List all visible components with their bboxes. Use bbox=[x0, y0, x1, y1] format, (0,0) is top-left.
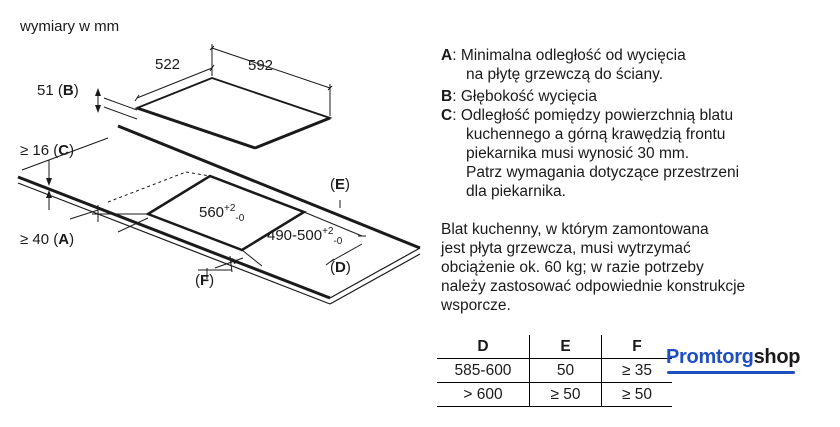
legend-c-line-5: dla piekarnika. bbox=[466, 183, 566, 200]
brand-logo bbox=[666, 346, 800, 369]
table-cell: ≥ 50 bbox=[602, 383, 673, 407]
table-cell: 585-600 bbox=[437, 359, 530, 383]
dim-b-letter: B bbox=[62, 82, 74, 99]
table-row bbox=[437, 383, 672, 407]
note-line-5: wsporcze. bbox=[441, 297, 511, 314]
cutout-depth-label bbox=[267, 226, 342, 247]
note-line-3: obciążenie ok. 60 kg; w razie potrzeby bbox=[441, 259, 704, 276]
dim-e-label: (E) bbox=[330, 176, 351, 193]
units-label: wymiary w mm bbox=[20, 18, 120, 35]
brand-underline bbox=[667, 371, 795, 374]
dim-e-letter: E bbox=[335, 176, 346, 193]
dim-b-label: 51 (B) bbox=[37, 82, 79, 99]
hob-plate bbox=[137, 78, 330, 148]
table-row bbox=[437, 359, 672, 383]
dim-f-letter: F bbox=[200, 272, 210, 289]
table-header-row bbox=[437, 335, 672, 359]
cutout-width-tol-plus: +2 bbox=[224, 203, 236, 214]
table-cell: > 600 bbox=[437, 383, 530, 407]
dim-a-label: ≥ 40 (A) bbox=[20, 231, 75, 248]
dim-a-letter: A bbox=[58, 231, 70, 248]
legend-a-line-1: A: Minimalna odległość od wycięcia bbox=[441, 47, 686, 64]
legend-c-line-4: Patrz wymagania dotyczące przestrzeni bbox=[466, 164, 740, 181]
note-line-1: Blat kuchenny, w którym zamontowana bbox=[441, 221, 709, 238]
cutout-width-label bbox=[199, 203, 244, 224]
legend-a-line-2: na płytę grzewczą do ściany. bbox=[466, 66, 664, 83]
table-header-f: F bbox=[602, 335, 673, 359]
dim-d-label: (D) bbox=[330, 259, 351, 276]
cutout-width-value: 560 bbox=[199, 204, 225, 221]
dim-depth-label: 592 bbox=[248, 57, 274, 74]
cutout-depth-value: 490-500 bbox=[267, 227, 323, 244]
legend-c-line-3: piekarnika musi wynosić 30 mm. bbox=[466, 145, 690, 162]
table-header-d: D bbox=[437, 335, 530, 359]
table-cell: ≥ 50 bbox=[530, 383, 602, 407]
table-header-e: E bbox=[530, 335, 602, 359]
dim-f-label: (F) bbox=[195, 272, 215, 289]
legend-a-text-1: Minimalna odległość od wycięcia bbox=[460, 47, 686, 64]
legend-b-text-1: Głębokość wycięcia bbox=[460, 88, 597, 105]
dim-c-letter: C bbox=[58, 142, 70, 159]
legend-c-line-1: C: Odległość pomiędzy powierzchnią blatu bbox=[441, 107, 734, 124]
cutout-depth-tol-minus: -0 bbox=[333, 236, 343, 247]
cutout-depth-tol-plus: +2 bbox=[322, 226, 334, 237]
dim-b-value: 51 bbox=[37, 82, 54, 99]
dim-a-value: ≥ 40 bbox=[20, 231, 50, 248]
note-line-4: należy zastosować odpowiednie konstrukcje bbox=[441, 278, 746, 295]
note-line-2: jest płyta grzewcza, musi wytrzymać bbox=[441, 240, 691, 257]
cutout-width-tol-minus: -0 bbox=[235, 213, 245, 224]
table-cell: ≥ 35 bbox=[602, 359, 673, 383]
dim-width-label: 522 bbox=[155, 56, 181, 73]
dim-c-value: ≥ 16 bbox=[20, 142, 50, 159]
table-cell: 50 bbox=[530, 359, 602, 383]
legend-b-key: B bbox=[441, 88, 453, 105]
dim-c-label: ≥ 16 (C) bbox=[20, 142, 75, 159]
dimension-table bbox=[437, 335, 672, 407]
legend-a-key: A bbox=[441, 47, 453, 64]
dim-d-letter: D bbox=[335, 259, 346, 276]
legend-c-key: C bbox=[441, 107, 453, 124]
legend-c-text-1: Odległość pomiędzy powierzchnią blatu bbox=[460, 107, 734, 124]
brand-part-2: shop bbox=[753, 346, 801, 368]
legend-b-line-1: B: Głębokość wycięcia bbox=[441, 88, 597, 105]
legend-c-line-2: kuchennego a górną krawędzią frontu bbox=[466, 126, 726, 143]
brand-part-1: Promtorg bbox=[666, 346, 754, 368]
